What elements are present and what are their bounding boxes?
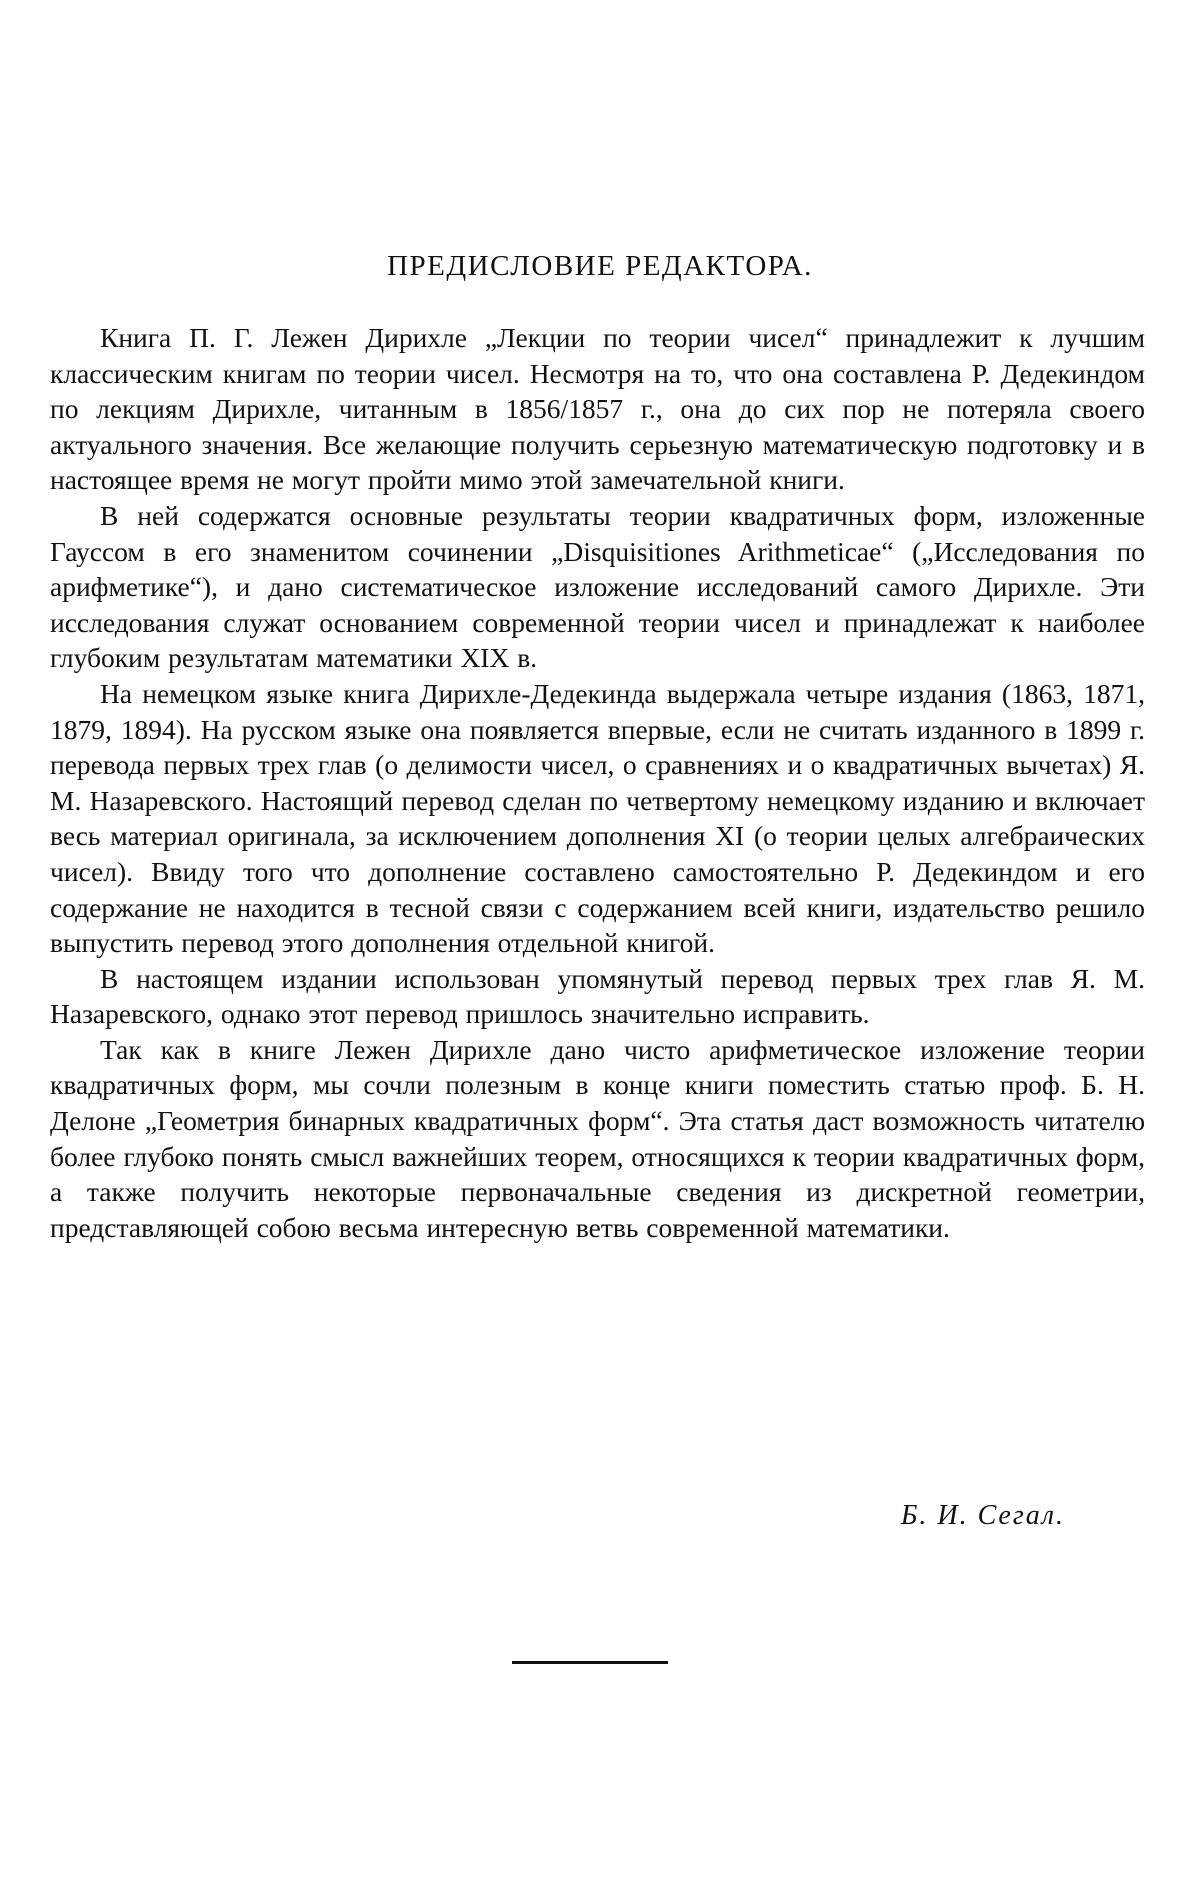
paragraph-5: Так как в книге Лежен Дирихле дано чисто арифметическое изложение теории квадратичных форм, мы сочли полезным в конце книги поместить статью проф. Б. Н. Делоне „Геометрия бинарных квадратичных форм“. Эта статья даст возможность читателю более глубоко понять смысл важнейших теорем, относящихся к теории квадратичных форм, а также получить некоторые первоначальные сведения из дискретной геометрии, представляющей собою весьма интересную ветвь современной математики. [50,1033,1145,1243]
editor-signature: Б. И. Сегал. [900,1500,1065,1531]
paragraph-2: В ней содержатся основные результаты теории квадратичных форм, изложенные Гауссом в его знаменитом сочинении „Disquisitiones Arithmeticae“ („Исследования по арифметике“), и дано систематическое изложение исследований самого Дирихле. Эти исследования служат основанием современной теории чисел и принадлежат к наиболее глубоким результатам математики XIX в. [50,499,1145,674]
preface-body [50,320,1145,1245]
paragraph-3: На немецком языке книга Дирихле-Дедекинда выдержала четыре издания (1863, 1871, 1879, 1894). На русском языке она появляется впервые, если не считать изданного в 1899 г. перевода первых трех глав (о делимости чисел, о сравнениях и о квадратичных вычетах) Я. М. Назаревского. Настоящий перевод сделан по четвертому немецкому изданию и включает весь материал оригинала, за исключением дополнения XI (о теории целых алгебраических чисел). Ввиду того что дополнение составлено самостоятельно Р. Дедекиндом и его содержание не находится в тесной связи с содержанием всей книги, издательство решило выпустить перевод этого дополнения отдельной книгой. [50,677,1145,959]
page-title: ПРЕДИСЛОВИЕ РЕДАКТОРА. [387,250,813,282]
closing-rule [512,1661,668,1664]
paragraph-4: В настоящем издании использован упомянутый перевод первых трех глав Я. М. Назаревского, однако этот перевод пришлось значительно исправить. [50,962,1145,1030]
paragraph-1: Книга П. Г. Лежен Дирихле „Лекции по теории чисел“ принадлежит к лучшим классическим книгам по теории чисел. Несмотря на то, что она составлена Р. Дедекиндом по лекциям Дирихле, читанным в 1856/1857 г., она до сих пор не потеряла своего актуального значения. Все желающие получить серьезную математическую подготовку и в настоящее время не могут пройти мимо этой замечательной книги. [50,322,1145,496]
